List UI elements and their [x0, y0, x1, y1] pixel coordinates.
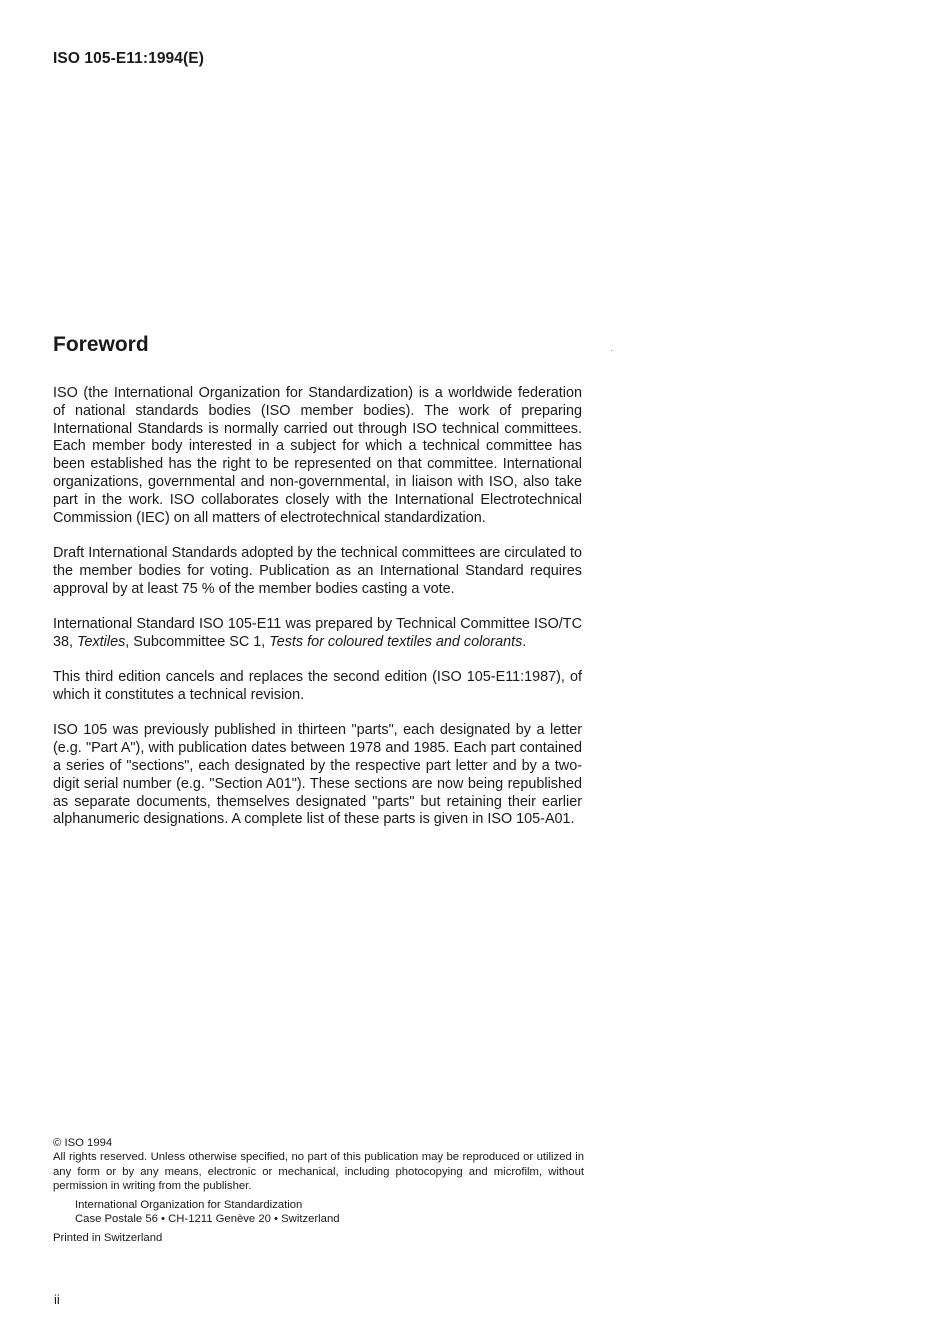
rights-reserved-text: All rights reserved. Unless otherwise specified, no part of this publication may be reproduced or utilized in any form or by any means, electronic or mechanical, including photocopying and microfilm, without permission in writing from the publisher. [53, 1151, 584, 1193]
foreword-paragraph-history: ISO 105 was previously published in thirteen "parts", each designated by a letter (e.g. "Part A"), with publication dates between 1978 and 1985. Each part contained a series of "sections", each designated by the respective part letter and by a two-digit serial number (e.g. "Section A01"). These sections are now being republished as separate documents, themselves designated "parts" but retaining their earlier alphanumeric designations. A complete list of these parts is given in ISO 105-A01. [53, 722, 582, 828]
scan-speck [611, 350, 612, 351]
publisher-postal-address: Case Postale 56 • CH-1211 Genève 20 • Switzerland [75, 1213, 340, 1226]
copyright-line: © ISO 1994 [53, 1137, 113, 1149]
committee-text-c: . [522, 633, 527, 650]
copyright-block [53, 1136, 584, 1246]
committee-textiles: Textiles [77, 633, 126, 650]
printed-in: Printed in Switzerland [53, 1232, 163, 1245]
foreword-heading: Foreword [53, 333, 149, 356]
committee-text-b: , Subcommittee SC 1, [125, 633, 270, 650]
foreword-body [53, 385, 582, 847]
foreword-paragraph-draft-standards: Draft International Standards adopted by the technical committees are circulated to the member bodies for voting. Publication as an International Standard requires approval by at least 75 % of the member bodies casting a vote. [53, 544, 582, 597]
foreword-paragraph-edition: This third edition cancels and replaces the second edition (ISO 105-E11:1987), of which it constitutes a technical revision. [53, 669, 582, 703]
committee-subcommittee-title: Tests for coloured textiles and colorants [269, 633, 523, 650]
document-id-header: ISO 105-E11:1994(E) [53, 50, 204, 67]
publisher-address [75, 1198, 584, 1227]
foreword-paragraph-iso-intro: ISO (the International Organization for Standardization) is a worldwide federation of national standards bodies (ISO member bodies). The work of preparing International Standards is normally carried out through ISO technical committees. Each member body interested in a subject for which a technical committee has been established has the right to be represented on that committee. International organizations, governmental and non-governmental, in liaison with ISO, also take part in the work. ISO collaborates closely with the International Electrotechnical Commission (IEC) on all matters of electrotechnical standardization. [53, 385, 582, 526]
committee-text-a: International Standard ISO 105-E11 was prepared by Technical Committee ISO/TC 38, [53, 615, 582, 650]
foreword-paragraph-committee [53, 616, 582, 652]
page-number: ii [54, 1292, 60, 1307]
publisher-name: International Organization for Standardization [75, 1198, 303, 1211]
